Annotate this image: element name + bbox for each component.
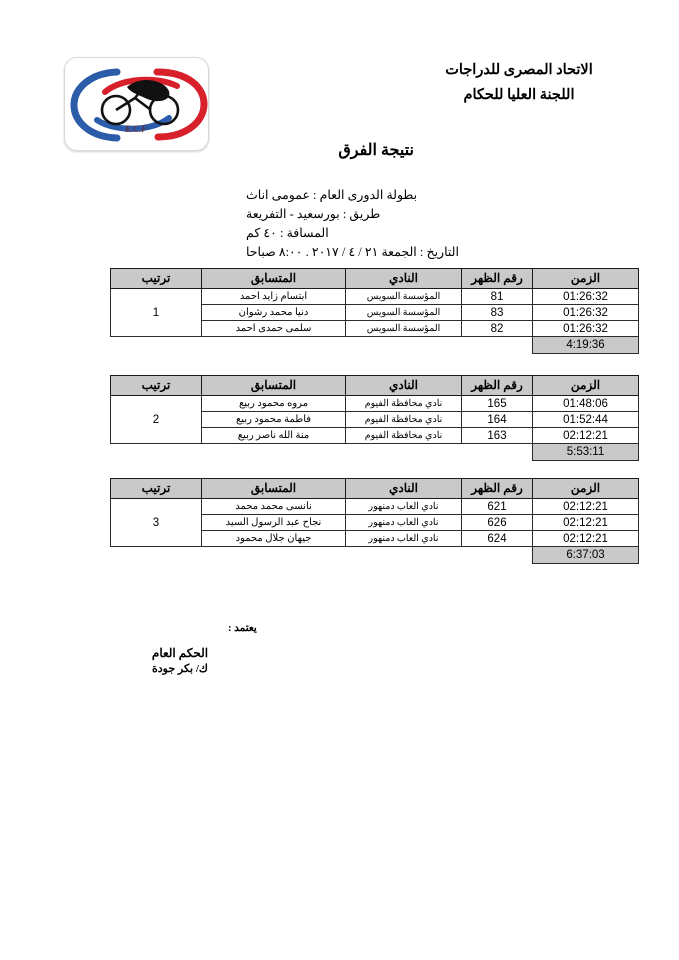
cell-bib: 626 bbox=[462, 515, 533, 531]
column-header-time: الزمن bbox=[533, 479, 639, 499]
cell-bib: 624 bbox=[462, 531, 533, 547]
column-header-club: النادي bbox=[346, 479, 462, 499]
column-header-rank: ترتيب bbox=[111, 479, 202, 499]
team-total-time: 6:37:03 bbox=[533, 547, 639, 564]
column-header-racer: المتسابق bbox=[202, 269, 346, 289]
cell-racer: نجاح عبد الرسول السيد bbox=[202, 515, 346, 531]
cell-racer: فاطمة محمود ربيع bbox=[202, 412, 346, 428]
cell-bib: 163 bbox=[462, 428, 533, 444]
page-title: نتيجة الفرق bbox=[338, 142, 414, 159]
cell-club: نادي محافظة الفيوم bbox=[346, 396, 462, 412]
total-row-filler bbox=[111, 337, 533, 354]
meta-route: طريق : بورسعيد - التفريعة bbox=[246, 207, 381, 221]
cell-bib: 82 bbox=[462, 321, 533, 337]
table-row bbox=[111, 396, 639, 412]
column-header-time: الزمن bbox=[533, 269, 639, 289]
cell-time: 02:12:21 bbox=[533, 515, 639, 531]
column-header-bib: رقم الظهر bbox=[462, 376, 533, 396]
team-result-table bbox=[110, 375, 639, 461]
cell-racer: منة الله ناصر ربيع bbox=[202, 428, 346, 444]
column-header-rank: ترتيب bbox=[111, 376, 202, 396]
cell-racer: مروه محمود ربيع bbox=[202, 396, 346, 412]
cell-bib: 164 bbox=[462, 412, 533, 428]
meta-distance: المسافة : ٤٠ كم bbox=[246, 226, 329, 240]
team-total-row bbox=[111, 444, 639, 461]
cell-time: 01:26:32 bbox=[533, 305, 639, 321]
organization-line-1: الاتحاد المصرى للدراجات bbox=[445, 62, 593, 78]
team-total-time: 4:19:36 bbox=[533, 337, 639, 354]
column-header-club: النادي bbox=[346, 376, 462, 396]
total-row-filler bbox=[111, 444, 533, 461]
cell-rank: 2 bbox=[111, 396, 202, 444]
cell-racer: دنيا محمد رشوان bbox=[202, 305, 346, 321]
meta-championship: بطولة الدورى العام : عمومى اناث bbox=[246, 188, 418, 202]
cell-time: 01:26:32 bbox=[533, 289, 639, 305]
cell-club: نادي العاب دمنهور bbox=[346, 499, 462, 515]
cell-time: 02:12:21 bbox=[533, 428, 639, 444]
signature-block bbox=[125, 645, 235, 678]
cell-bib: 81 bbox=[462, 289, 533, 305]
team-total-time: 5:53:11 bbox=[533, 444, 639, 461]
cell-bib: 621 bbox=[462, 499, 533, 515]
cell-bib: 165 bbox=[462, 396, 533, 412]
cell-racer: سلمى حمدى احمد bbox=[202, 321, 346, 337]
cell-time: 01:26:32 bbox=[533, 321, 639, 337]
team-total-row bbox=[111, 337, 639, 354]
cell-time: 01:52:44 bbox=[533, 412, 639, 428]
meta-date: التاريخ : الجمعة ٢١ / ٤ / ٢٠١٧ . ٨:٠٠ صباحا bbox=[246, 245, 459, 259]
cell-time: 01:48:06 bbox=[533, 396, 639, 412]
column-header-bib: رقم الظهر bbox=[462, 269, 533, 289]
table-row bbox=[111, 499, 639, 515]
column-header-racer: المتسابق bbox=[202, 376, 346, 396]
organization-line-2: اللجنة العليا للحكام bbox=[463, 87, 575, 104]
column-header-rank: ترتيب bbox=[111, 269, 202, 289]
column-header-club: النادي bbox=[346, 269, 462, 289]
federation-logo bbox=[64, 57, 209, 151]
cell-club: نادي العاب دمنهور bbox=[346, 515, 462, 531]
cell-rank: 1 bbox=[111, 289, 202, 337]
column-header-racer: المتسابق bbox=[202, 479, 346, 499]
column-header-bib: رقم الظهر bbox=[462, 479, 533, 499]
cell-racer: ابتسام زايد احمد bbox=[202, 289, 346, 305]
cell-racer: جيهان جلال محمود bbox=[202, 531, 346, 547]
cell-club: نادي محافظة الفيوم bbox=[346, 428, 462, 444]
cell-rank: 3 bbox=[111, 499, 202, 547]
table-header-row bbox=[111, 479, 639, 499]
table-row bbox=[111, 289, 639, 305]
column-header-time: الزمن bbox=[533, 376, 639, 396]
organization-header bbox=[389, 58, 649, 109]
cell-time: 02:12:21 bbox=[533, 499, 639, 515]
cell-bib: 83 bbox=[462, 305, 533, 321]
cell-time: 02:12:21 bbox=[533, 531, 639, 547]
event-meta bbox=[237, 186, 657, 262]
cell-club: المؤسسة السويس bbox=[346, 321, 462, 337]
official-title: الحكم العام bbox=[151, 646, 209, 660]
cell-racer: نانسى محمد محمد bbox=[202, 499, 346, 515]
team-result-table bbox=[110, 478, 639, 564]
table-header-row bbox=[111, 376, 639, 396]
team-result-table bbox=[110, 268, 639, 354]
cell-club: المؤسسة السويس bbox=[346, 305, 462, 321]
cell-club: نادي العاب دمنهور bbox=[346, 531, 462, 547]
official-name: ك/ بكر جودة bbox=[152, 663, 208, 676]
team-total-row bbox=[111, 547, 639, 564]
svg-text:E.C.F: E.C.F bbox=[125, 124, 147, 134]
approved-label: يعتمد : bbox=[228, 623, 257, 634]
table-header-row bbox=[111, 269, 639, 289]
total-row-filler bbox=[111, 547, 533, 564]
cell-club: نادي محافظة الفيوم bbox=[346, 412, 462, 428]
cell-club: المؤسسة السويس bbox=[346, 289, 462, 305]
